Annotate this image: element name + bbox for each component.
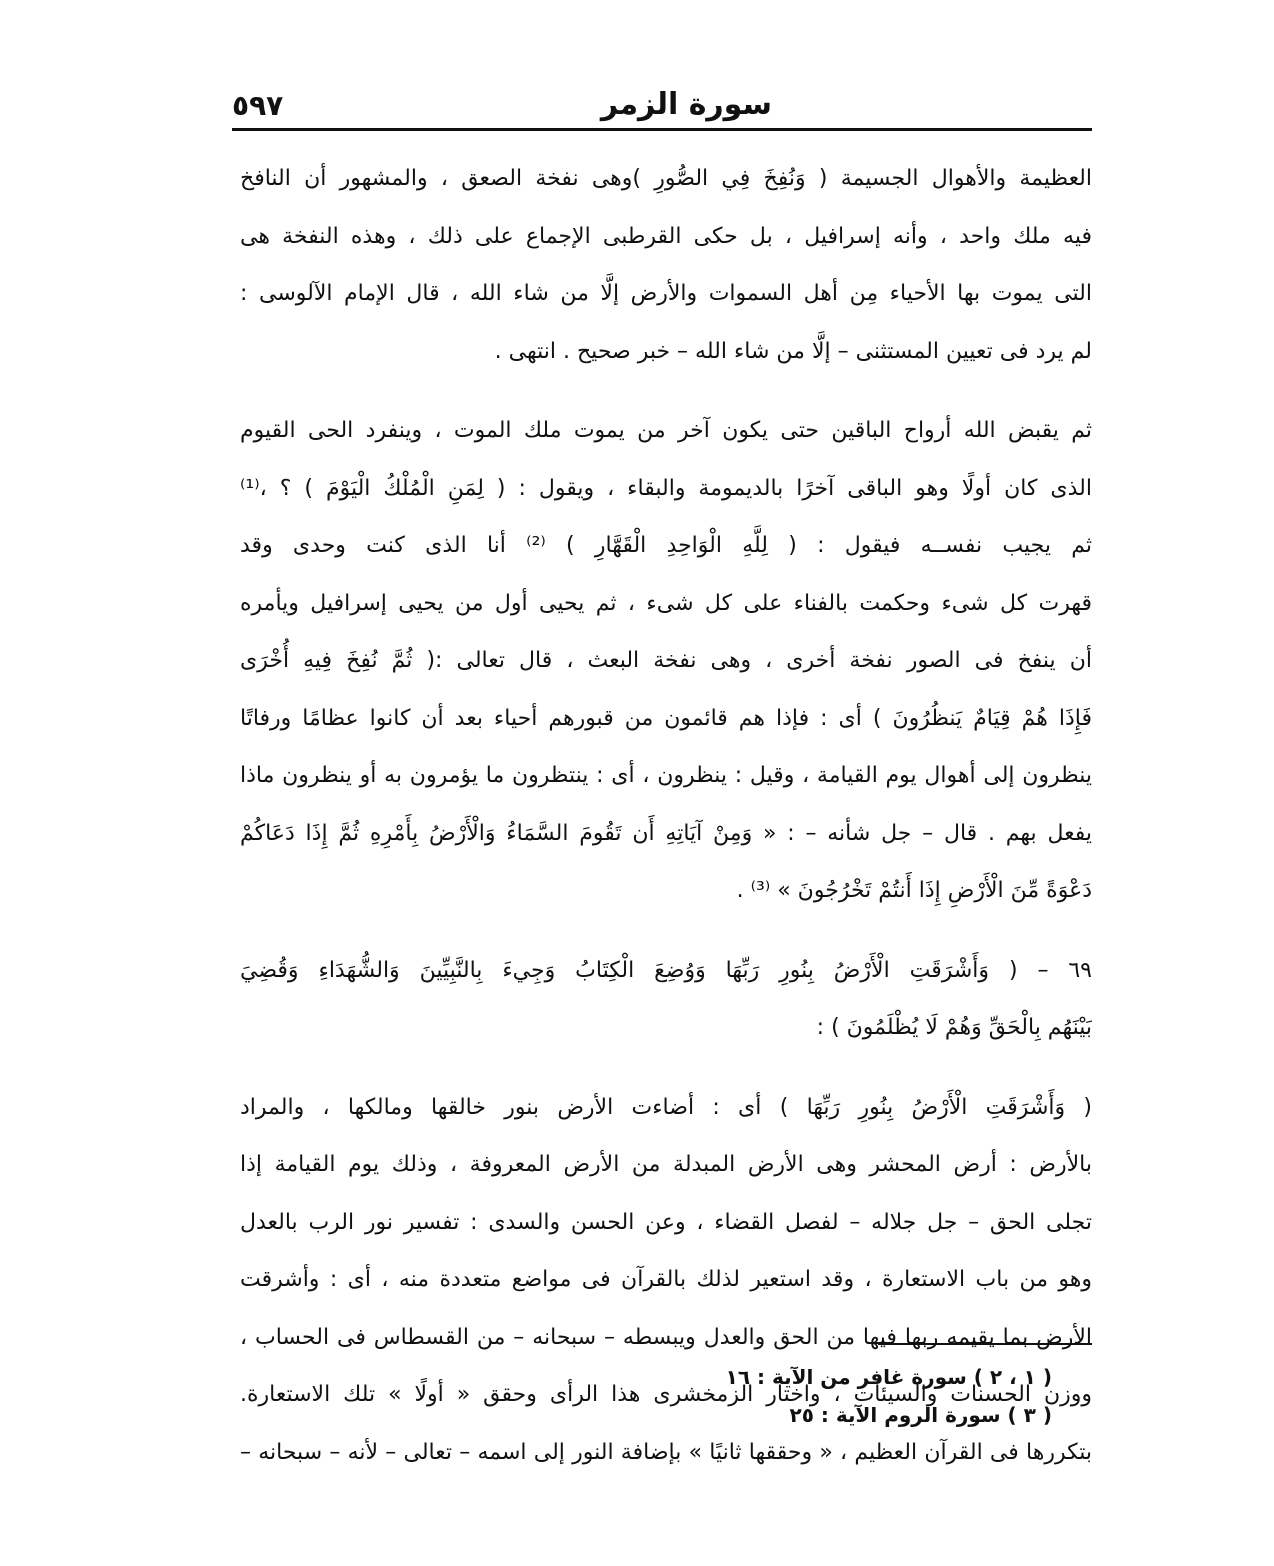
text-line: قهرت كل شىء وحكمت بالفناء على كل شىء ، ثم يحيى أول من يحيى إسرافيل ويأمره (240, 590, 1092, 616)
page-number: ٥٩٧ (232, 89, 284, 122)
text-line: ( وَأَشْرَقَتِ الْأَرْضُ بِنُورِ رَبِّهَا ) أى : أضاءت الأرض بنور خالقها ومالكها ، والمراد (240, 1094, 1092, 1120)
text-line: فيه ملك واحد ، وأنه إسرافيل ، بل حكى القرطبى الإجماع على ذلك ، وهذه النفخة هى (240, 223, 1092, 249)
header-rule (232, 128, 1092, 131)
text-line: بالأرض : أرض المحشر وهى الأرض المبدلة من الأرض المعروفة ، وذلك يوم القيامة إذا (240, 1152, 1092, 1177)
text-line: بَيْنَهُم بِالْحَقِّ وَهُمْ لَا يُظْلَمُونَ ) : (816, 1015, 1092, 1040)
paragraph-3-verse-69 (240, 942, 1092, 1057)
footnote-rule (878, 1343, 1092, 1345)
text-line: الأرض بما يقيمه ربها فيها من الحق والعدل ويبسطه – سبحانه – من القسطاس فى الحساب ، (240, 1324, 1092, 1350)
text-line: أن ينفخ فى الصور نفخة أخرى ، وهى نفخة البعث ، قال تعالى :( ثُمَّ نُفِخَ فِيهِ أُخْرَى (240, 648, 1092, 673)
paragraph-1 (240, 150, 1092, 380)
text-line: يفعل بهم . قال – جل شأنه – : « وَمِنْ آيَاتِهِ أَن تَقُومَ السَّمَاءُ وَالْأَرْضُ بِأَمْرِهِ ثُمَّ إِذَا دَعَاكُمْ (240, 820, 1092, 846)
text-line: بتكررها فى القرآن العظيم ، « وحققها ثانيًا » بإضافة النور إلى اسمه – تعالى – لأنه – سبحانه – (240, 1439, 1092, 1465)
text-line: التى يموت بها الأحياء مِن أهل السموات والأرض إلَّا من شاء الله ، قال الإمام الآلوسى : (240, 281, 1092, 306)
text-line: العظيمة والأهوال الجسيمة ( وَنُفِخَ فِي الصُّورِ )وهى نفخة الصعق ، والمشهور أن النافخ (240, 166, 1092, 191)
main-text (240, 150, 1092, 1481)
text-line: وهو من باب الاستعارة ، وقد استعير لذلك بالقرآن فى مواضع متعددة منه ، أى : وأشرقت (240, 1267, 1092, 1292)
text-line: فَإِذَا هُمْ قِيَامٌ يَنظُرُونَ ) أى : فإذا هم قائمون من قبورهم أحياء بعد أن كانوا عظامًا ورفاتًا (240, 705, 1092, 731)
paragraph-2 (240, 402, 1092, 920)
text-line: ثم يقبض الله أرواح الباقين حتى يكون آخر من يموت ملك الموت ، وينفرد الحى القيوم (240, 418, 1092, 443)
footnote: ( ١ ، ٢ ) سورة غافر من الآية : ١٦ (725, 1365, 1052, 1389)
footnotes (726, 1358, 1052, 1434)
text-line: ووزن الحسنات والسيئات ، واختار الزمخشرى هذا الرأى وحقق « أولًا » تلك الاستعارة. (240, 1382, 1092, 1407)
footnote: ( ٣ ) سورة الروم الآية : ٢٥ (789, 1403, 1052, 1427)
text-line: ينظرون إلى أهوال يوم القيامة ، وقيل : ينظرون ، أى : ينتظرون ما يؤمرون به أو ينظرون ماذا (240, 763, 1092, 788)
text-line: الذى كان أولًا وهو الباقى آخرًا بالديمومة والبقاء ، ويقول : ( لِمَنِ الْمُلْكُ الْيَوْمَ ) ؟ ،⁽¹⁾ (240, 475, 1092, 501)
text-line: دَعْوَةً مِّنَ الْأَرْضِ إِذَا أَنتُمْ تَخْرُجُونَ » ⁽³⁾ . (736, 878, 1092, 903)
page-header (232, 74, 1092, 122)
text-line: لم يرد فى تعيين المستثنى – إلَّا من شاء الله – خبر صحيح . انتهى . (494, 338, 1092, 364)
surah-title: سورة الزمر (600, 87, 772, 122)
text-line: ٦٩ – ( وَأَشْرَقَتِ الْأَرْضُ بِنُورِ رَبِّهَا وَوُضِعَ الْكِتَابُ وَجِيءَ بِالنَّبِيِّينَ وَالشُّهَدَاءِ وَقُضِيَ (240, 957, 1092, 983)
text-line: ثم يجيب نفســه فيقول : ( لِلَّهِ الْوَاحِدِ الْقَهَّارِ ) ⁽²⁾ أنا الذى كنت وحدى وقد (240, 533, 1092, 558)
text-line: تجلى الحق – جل جلاله – لفصل القضاء ، وعن الحسن والسدى : تفسير نور الرب بالعدل (240, 1209, 1092, 1235)
